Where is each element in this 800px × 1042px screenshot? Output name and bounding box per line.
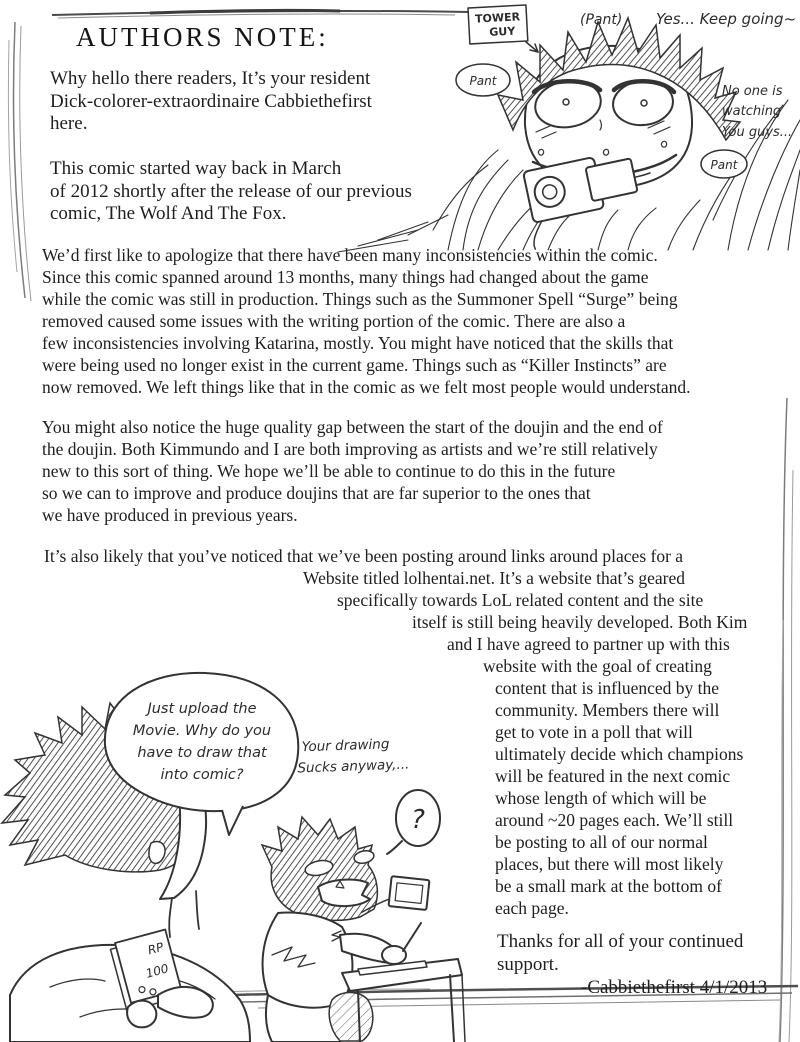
paragraph-quality [42,416,663,526]
stylus-pen [403,923,421,951]
artist-hand [382,946,406,964]
text-line: Since this comic spanned around 13 months, many things had changed about the game [42,267,649,287]
text-line: It’s also likely that you’ve noticed that we’ve been posting around links around places for a [44,546,684,566]
text-line: support. [497,953,559,975]
text-line: around ~20 pages each. We’ll still [495,810,734,830]
text-line: now removed. We left things like that in the comic as we felt most people would understand. [42,377,691,397]
text-line: each page. [495,898,569,918]
drawing-sucks-text [296,736,409,777]
svg-text:Just upload the: Just upload the [147,701,257,717]
text-line: whose length of which will be [495,788,707,808]
label-arrow-icon [526,42,538,52]
svg-text:Pant: Pant [710,158,738,172]
text-line: Thanks for all of your continued [497,931,744,952]
text-line: here. [50,113,88,134]
text-line: of 2012 shortly after the release of our previous [50,180,412,202]
text-line: we have produced in previous years. [42,505,298,525]
pant-bubble-right [701,150,747,178]
svg-text:?: ? [411,805,425,835]
text-line: get to vote in a poll that will [495,722,693,742]
svg-text:Pant: Pant [469,74,497,88]
text-line: comic, The Wolf And The Fox. [50,203,287,224]
border-right-line [779,398,793,1042]
border-top-line [52,10,468,18]
text-line: removed caused some issues with the writing portion of the comic. There are also a [42,311,626,331]
text-line: new to this sort of thing. We hope we’ll be able to continue to do this in the future [42,461,616,481]
text-line: Dick-colorer-extraordinaire Cabbiethefirst [50,90,372,112]
pant-top-text: (Pant) [580,12,623,28]
text-line: few inconsistencies involving Katarina, mostly. You might have noticed that the skills that [42,333,674,353]
closing-block [497,931,767,1000]
svg-text:100: 100 [144,961,171,981]
text-line: be posting to all of our normal [495,832,708,852]
svg-text:No one is: No one is [722,84,783,99]
text-line: be a small mark at the bottom of [495,876,722,896]
text-line: itself is still being heavily developed. Both Kim [412,612,748,632]
text-line: will be featured in the next comic [495,766,731,786]
svg-text:GUY: GUY [488,24,516,39]
svg-text:Your drawing: Your drawing [301,736,390,756]
text-line: Website titled lolhentai.net. It’s a website that’s geared [303,568,686,588]
svg-text:have to draw that: have to draw that [137,745,267,761]
text-line: places, but there will most likely [495,854,724,874]
text-line: and I have agreed to partner up with this [447,634,730,654]
text-line: while the comic was still in production. Things such as the Summoner Spell “Surge” being [42,289,678,309]
paragraph-history [50,158,412,226]
text-line: ultimately decide which champions [495,744,744,764]
text-line: specifically towards LoL related content and the site [337,590,704,610]
svg-text:into comic?: into comic? [160,767,244,783]
tower-guy-label-box [468,5,528,44]
closing-thanks [497,931,767,976]
text-line: community. Members there will [495,700,720,720]
text-line: You might also notice the huge quality gap between the start of the doujin and the end of [42,417,663,437]
svg-text:Sucks anyway,...: Sucks anyway,... [297,756,410,777]
text-line: content that is influenced by the [495,678,720,698]
tower-guy-label: TOWER [474,10,521,26]
page-title: AUTHORS NOTE: [76,22,329,52]
text-line: This comic started way back in March [50,158,342,179]
paragraph-intro [50,68,372,136]
pant-bubble-left [456,64,510,96]
svg-text:You guys...: You guys... [722,125,793,140]
artists-illustration [10,655,465,1042]
svg-text:watching: watching [722,104,782,119]
question-bubble [387,790,440,854]
text-line: were being used no longer exist in the current game. Things such as “Killer Instincts” are [42,355,667,375]
text-line: We’d first like to apologize that there have been many inconsistencies within the comic. [42,245,658,265]
svg-text:Movie. Why do you: Movie. Why do you [132,723,272,739]
keep-going-text: Yes... Keep going~ [656,10,797,28]
left-character-thumb [127,1001,156,1028]
svg-text:RP: RP [146,939,165,958]
cushion-bag [329,993,373,1042]
no-one-watching-text [722,84,792,140]
text-line: Why hello there readers, It’s your resident [50,68,371,89]
artist-mouth [318,880,370,907]
signature: -Cabbiethefirst 4/1/2013 [581,977,768,998]
border-left-line [8,22,31,301]
text-line: so we can to improve and produce doujins that are far superior to the ones that [42,483,591,503]
tower-guy-illustration [428,0,800,250]
text-line: website with the goal of creating [483,656,712,676]
text-line: the doujin. Both Kimmundo and I are both improving as artists and we’re still relatively [42,439,658,459]
paragraph-apology [42,244,691,398]
